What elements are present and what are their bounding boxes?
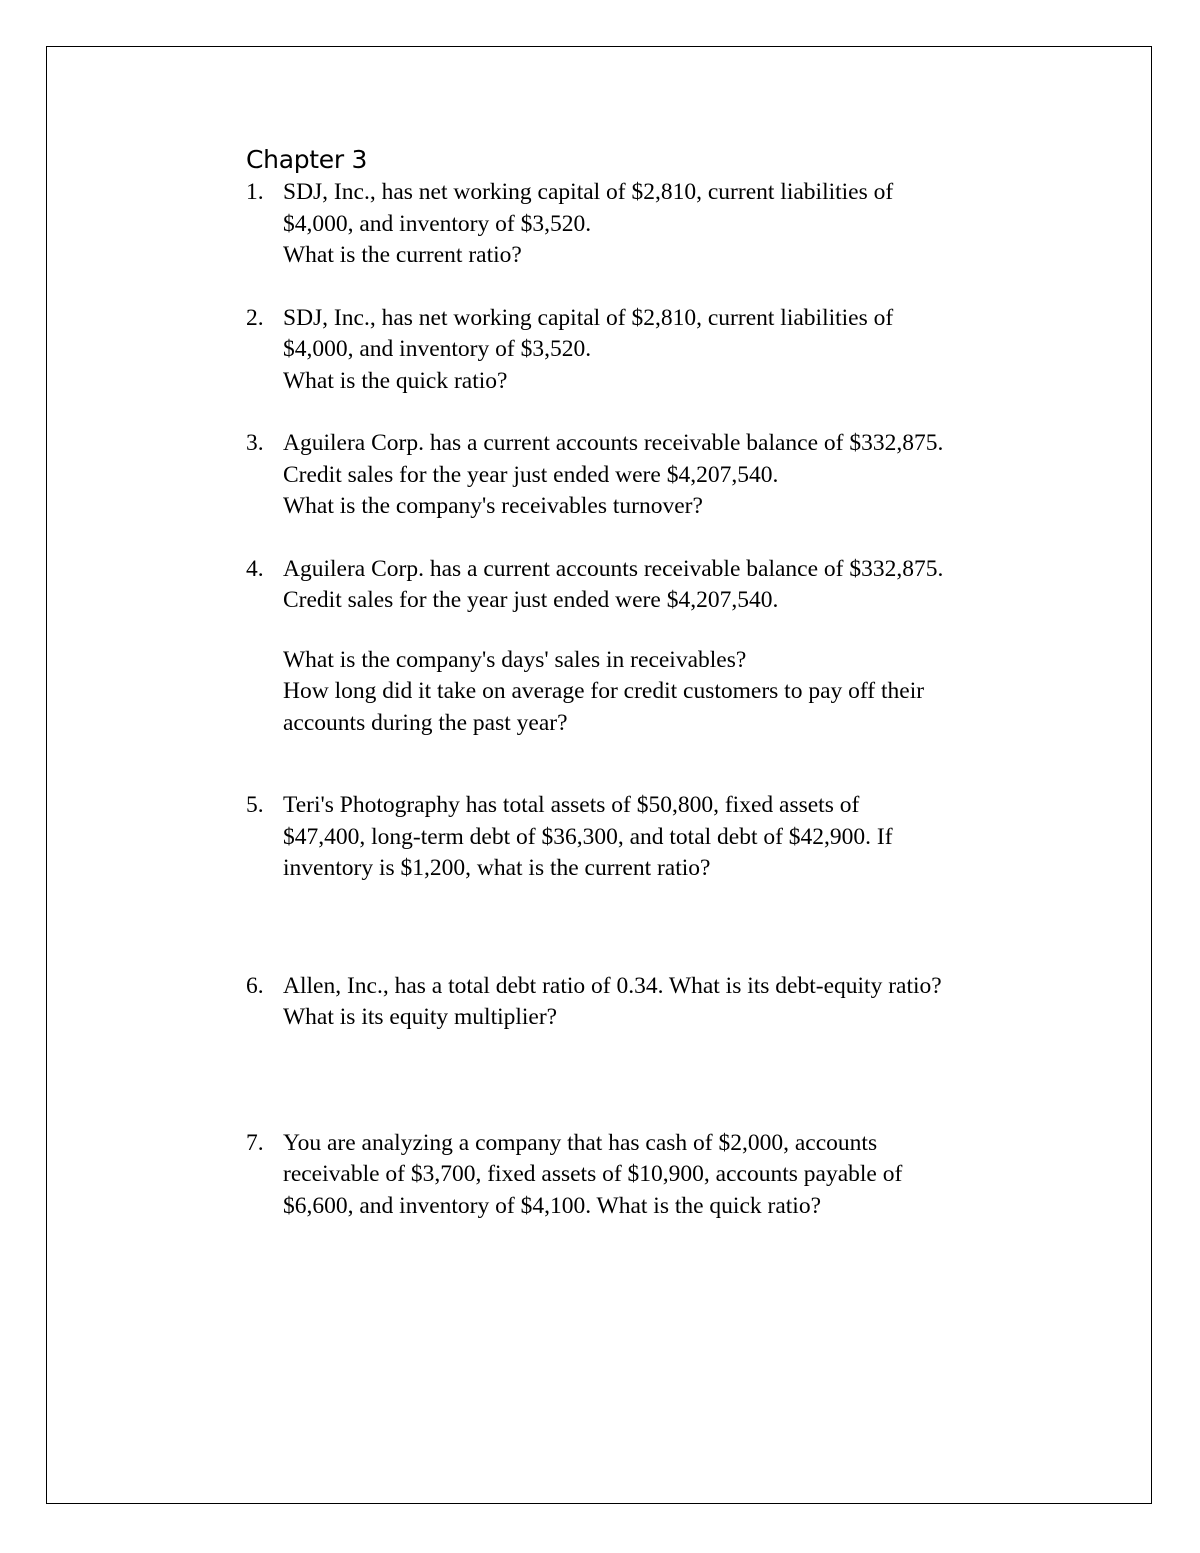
question-7 [246,1128,1126,1223]
question-text-line: Credit sales for the year just ended were $4,207,540. [283,587,779,613]
question-text-line: inventory is $1,200, what is the current ratio? [283,855,711,881]
chapter-title: Chapter 3 [246,145,368,174]
question-text-line: receivable of $3,700, fixed assets of $10,900, accounts payable of [283,1161,903,1187]
question-number: 4. [246,555,264,582]
question-text-line: accounts during the past year? [283,709,568,736]
question-6 [246,971,1126,1034]
question-text-line: What is the company's days' sales in receivables? [283,646,747,673]
question-number: 1. [246,179,264,205]
question-2 [246,303,1126,398]
question-text-line: $4,000, and inventory of $3,520. [283,336,592,362]
question-number: 5. [246,792,264,818]
question-1 [246,177,1126,272]
question-text-line: What is the current ratio? [283,242,522,268]
question-3 [246,428,1126,523]
question-number: 7. [246,1129,264,1156]
question-number: 2. [246,304,264,331]
question-4 [246,554,1126,740]
question-text-line: SDJ, Inc., has net working capital of $2,810, current liabilities of [283,179,894,205]
question-text-line: What is the company's receivables turnover? [283,493,703,519]
question-text-line: $6,600, and inventory of $4,100. What is the quick ratio? [283,1192,821,1219]
question-text-line: Credit sales for the year just ended were $4,207,540. [283,461,779,488]
question-text-line: Allen, Inc., has a total debt ratio of 0.34. What is its debt-equity ratio? [283,972,942,999]
question-text-line: SDJ, Inc., has net working capital of $2,810, current liabilities of [283,304,894,331]
question-number: 6. [246,972,264,999]
question-5 [246,790,1126,885]
question-text-line: What is its equity multiplier? [283,1004,558,1030]
question-text-line: How long did it take on average for credit customers to pay off their [283,678,925,704]
question-text-line: Aguilera Corp. has a current accounts receivable balance of $332,875. [283,430,944,456]
question-text-line: You are analyzing a company that has cash of $2,000, accounts [283,1129,878,1156]
question-text-line: Teri's Photography has total assets of $50,800, fixed assets of [283,792,860,818]
question-text-line: $47,400, long-term debt of $36,300, and total debt of $42,900. If [283,823,893,850]
document-content [246,143,1126,1222]
question-text-line: What is the quick ratio? [283,367,508,394]
question-number: 3. [246,430,264,456]
question-text-line: $4,000, and inventory of $3,520. [283,210,592,237]
question-text-line: Aguilera Corp. has a current accounts receivable balance of $332,875. [283,555,944,582]
